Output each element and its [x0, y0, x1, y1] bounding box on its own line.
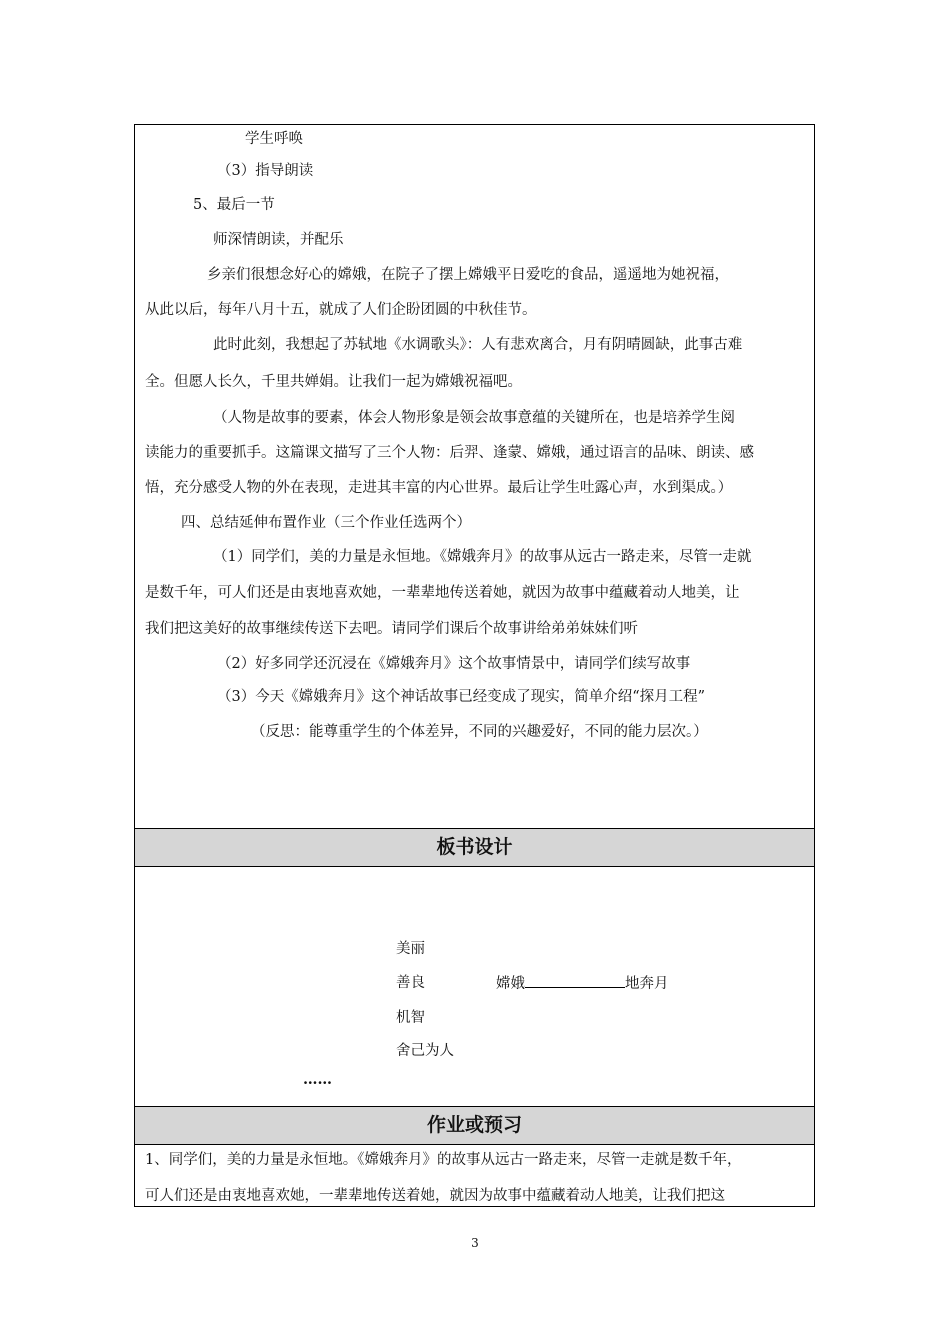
lesson-table: [134, 124, 815, 1207]
text-line: （反思：能尊重学生的个体差异，不同的兴趣爱好，不同的能力层次。）: [251, 724, 708, 740]
board-ellipsis: ……: [303, 1071, 332, 1088]
text-line: 全。但愿人长久，千里共婵娟。让我们一起为嫦娥祝福吧。: [145, 374, 522, 390]
fill-blank: [525, 973, 625, 988]
text-line: 我们把这美好的故事继续传送下去吧。请同学们课后个故事讲给弟弟妹妹们听: [145, 621, 638, 637]
board-word: 机智: [396, 1010, 425, 1026]
board-word: 美丽: [396, 941, 425, 957]
board-center-right: 地奔月: [625, 976, 669, 992]
text-line: 此时此刻，我想起了苏轼地《水调歌头》：人有悲欢离合，月有阴晴圆缺，此事古难: [213, 337, 743, 353]
text-line: 是数千年，可人们还是由衷地喜欢她，一辈辈地传送着她，就因为故事中蕴藏着动人地美，让: [145, 585, 740, 601]
text-line: 师深情朗读，并配乐: [213, 232, 344, 248]
board-center-left: 嫦娥: [496, 976, 525, 992]
text-line: 乡亲们很想念好心的嫦娥，在院子了摆上嫦娥平日爱吃的食品，遥遥地为她祝福，: [207, 267, 729, 283]
board-word: 舍己为人: [396, 1043, 454, 1059]
board-design-header: 板书设计: [135, 828, 814, 867]
board-word: 善良: [396, 975, 425, 991]
homework-line: 可人们还是由衷地喜欢她，一辈辈地传送着她，就因为故事中蕴藏着动人地美，让我们把这: [145, 1188, 725, 1204]
text-line: 读能力的重要抓手。这篇课文描写了三个人物：后羿、逢蒙、嫦娥，通过语言的品味、朗读、感: [145, 445, 754, 461]
text-line: （1）同学们，美的力量是永恒地。《嫦娥奔月》的故事从远古一路走来，尽管一走就: [213, 549, 752, 565]
text-line: 学生呼唤: [245, 131, 303, 147]
teaching-process-section: [135, 125, 814, 828]
text-line: 5、最后一节: [193, 197, 275, 213]
text-line: （3）指导朗读: [217, 163, 314, 179]
homework-header: 作业或预习: [135, 1106, 814, 1145]
text-line: （2）好多同学还沉浸在《嫦娥奔月》这个故事情景中，请同学们续写故事: [217, 656, 691, 672]
text-line: （人物是故事的要素，体会人物形象是领会故事意蕴的关键所在，也是培养学生阅: [213, 410, 735, 426]
text-line: （3）今天《嫦娥奔月》这个神话故事已经变成了现实，简单介绍“探月工程”: [217, 689, 706, 705]
text-line: 悟，充分感受人物的外在表现，走进其丰富的内心世界。最后让学生吐露心声，水到渠成。）: [145, 480, 733, 496]
text-line: 四、总结延伸布置作业（三个作业任选两个）: [181, 515, 471, 531]
page-number: 3: [471, 1236, 479, 1250]
board-center-line: [496, 973, 669, 994]
text-line: 从此以后，每年八月十五，就成了人们企盼团圆的中秋佳节。: [145, 302, 537, 318]
homework-line: 1、同学们，美的力量是永恒地。《嫦娥奔月》的故事从远古一路走来，尽管一走就是数千年，: [145, 1152, 742, 1168]
